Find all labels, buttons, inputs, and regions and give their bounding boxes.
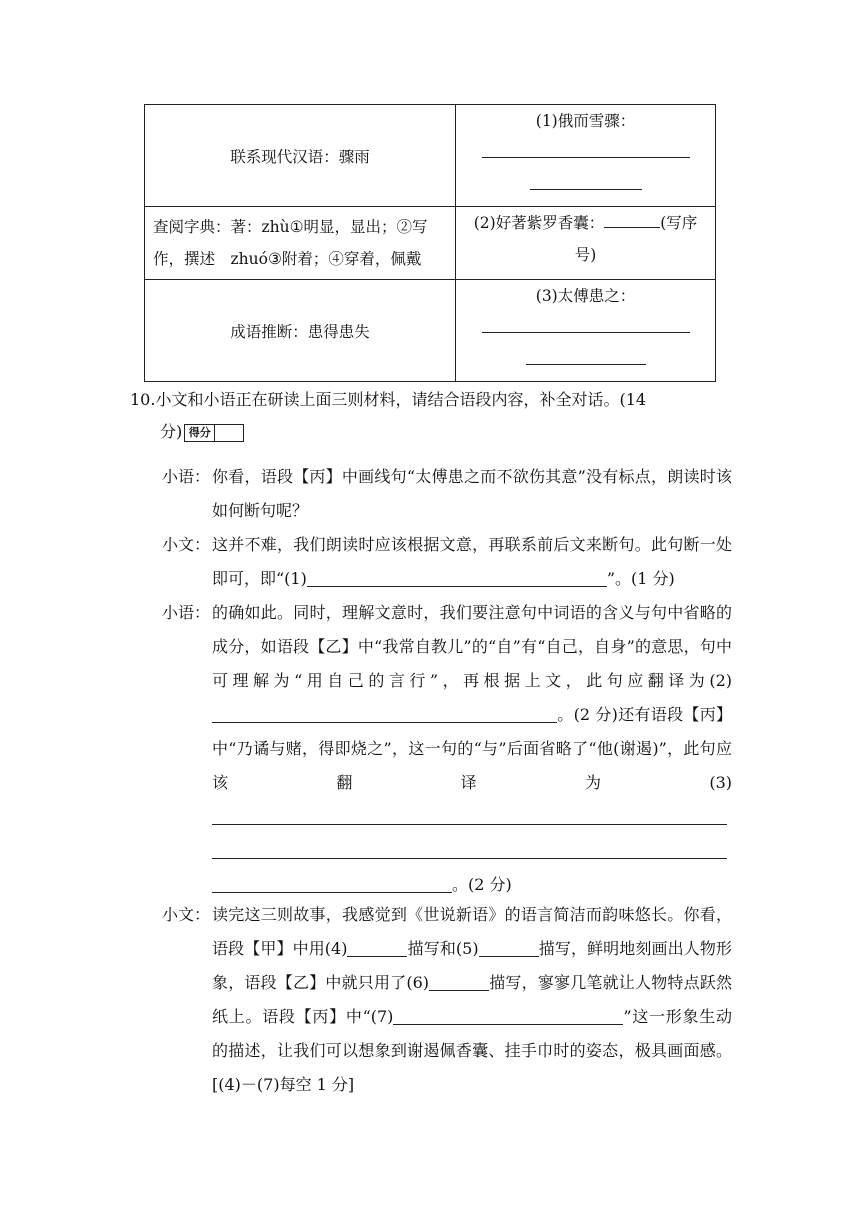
question-10 [130,384,732,448]
answer-blank-3b[interactable] [212,838,727,859]
row1-prompt: (1)俄而雪骤： [535,112,636,130]
dialogue-turn-3 [162,596,732,902]
question-text-line2: 分) [160,422,183,441]
speaker-label: 小语： [162,467,211,486]
answer-blank[interactable] [482,139,690,158]
row3-left-text: 成语推断：患得患失 [230,322,370,341]
answer-blank[interactable] [482,314,690,333]
answer-blank[interactable] [530,171,642,190]
row2-left-line2: 作，撰述 zhuó③附着；④穿着，佩戴 [153,250,422,268]
answer-blank-3c[interactable] [212,872,452,893]
row3-prompt: (3)太傅患之： [535,287,636,305]
question-text-line1: 10.小文和小语正在研读上面三则材料，请结合语段内容，补全对话。(14 [130,390,647,409]
answer-blank-2[interactable] [212,702,557,723]
score-label: 得分 [185,425,215,441]
dialogue-turn-4 [162,898,732,1102]
row2-left-line1: 查阅字典：著：zhù①明显，显出；②写 [153,218,428,236]
row2-suffix2: 号) [574,246,597,264]
dialogue-turn-2 [162,528,732,596]
score-box[interactable] [184,424,244,442]
answer-blank-1[interactable] [307,566,607,587]
table-cell [456,207,716,280]
dialogue-text: ”这一形象生动的描述，让我们可以想象到谢遏佩香囊、挂手巾时的姿态，极具画面感。[(4)－(7)每空 1 分] [212,1007,732,1094]
table-row [145,207,716,280]
row2-suffix: (写序 [660,214,698,232]
dialogue-text: 你看，语段【丙】中画线句“太傅患之而不欲伤其意”没有标点，朗读时该如何断句呢？ [212,467,732,520]
row1-left-text: 联系现代汉语：骤雨 [230,147,370,166]
dialogue-text: 。(2 分) [452,875,512,894]
speaker-label: 小文： [162,535,211,554]
answer-blank-3[interactable] [212,804,727,825]
dialogue-text: 读完这三则故事，我感觉到《世说新语》的语言简洁而韵味悠长。你看，语段【甲】中用(4) [212,905,732,958]
table-row [145,105,716,207]
answer-blank-7[interactable] [393,1004,623,1025]
table-cell [145,280,456,382]
speaker-label: 小语： [162,603,211,622]
answer-blank-4[interactable] [347,936,407,957]
table-cell [145,207,456,280]
speaker-label: 小文： [162,905,211,924]
table-cell [456,280,716,382]
materials-table [144,104,716,382]
dialogue-text: 这并不难，我们朗读时应该根据文意，再联系前后文来断句。此句断一处即可，即“(1) [212,535,732,588]
answer-blank[interactable] [604,209,660,228]
answer-blank-6[interactable] [429,970,489,991]
dialogue-text: 描写，鲜明地刻画出人物形象，语段【乙】中就只用了(6) [212,939,732,992]
dialogue-text: 。(2 分)还有语段【丙】中“乃谲与赌，得即烧之”，这一句的“与”后面省略了“他(谢遏)”，此句应该翻译为(3) [212,705,732,792]
answer-blank[interactable] [526,346,646,365]
dialogue-turn-1 [162,460,732,528]
dialogue-text: 描写和(5) [407,939,479,958]
table-cell [145,105,456,207]
dialogue-text: ”。(1 分) [606,569,675,588]
dialogue-text: 描写，寥寥几笔就让人物特点跃然纸上。语段【丙】中“(7) [212,973,732,1026]
row2-prompt: (2)好著紫罗香囊： [473,214,605,232]
dialogue-text: 的确如此。同时，理解文意时，我们要注意句中词语的含义与句中省略的成分，如语段【乙】中“我常自教儿”的“自”有“自己，自身”的意思，句中可理解为“用自己的言行”，再根据上文，此句应翻译为(2) [212,603,732,690]
table-cell [456,105,716,207]
table-row [145,280,716,382]
answer-blank-5[interactable] [479,936,539,957]
